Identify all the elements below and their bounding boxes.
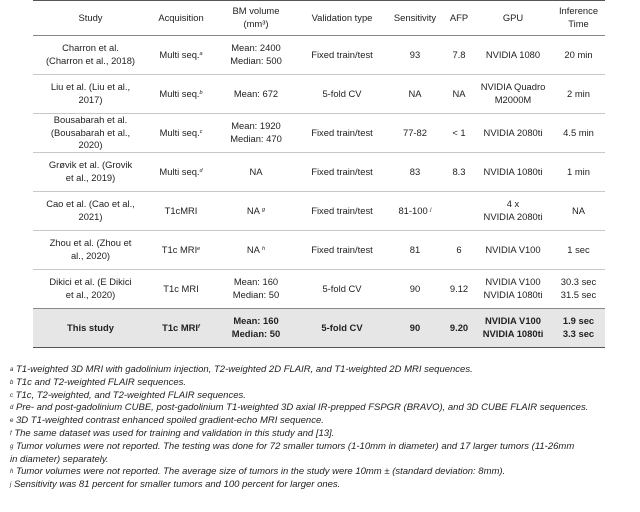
- acquisition-cell: [148, 270, 214, 309]
- study-text: (Charron et al., 2018): [45, 55, 136, 66]
- inference-time-cell: [552, 114, 605, 153]
- volume-text: NA: [246, 243, 260, 255]
- footnote-text: in diameter) separately.: [10, 453, 109, 465]
- gpu-cell: [474, 231, 552, 270]
- gpu-cell: [474, 114, 552, 153]
- inference-time-text: 20 min: [564, 48, 593, 60]
- gpu-text: NVIDIA V100: [485, 276, 541, 288]
- gpu-cell: [474, 36, 552, 75]
- acquisition-text: T1c MRI: [163, 282, 199, 294]
- volume-text: Median: 470: [230, 133, 282, 144]
- validation-cell: Fixed train/test: [311, 243, 373, 255]
- sensitivity-cell: [386, 75, 444, 114]
- footnote: [10, 402, 636, 415]
- validation-cell: 5-fold CV: [321, 321, 363, 333]
- study-text: Zhou et al. (Zhou et: [49, 237, 132, 249]
- acquisition-text: T1cMRI: [164, 204, 198, 216]
- study-text: 2017): [78, 94, 103, 105]
- sensitivity-cell: [386, 114, 444, 153]
- footnote: [10, 390, 636, 403]
- inference-time-cell: [552, 231, 605, 270]
- footnote-text: Tumor volumes were not reported. The average size of tumors in the study were 10mm ± (standard deviation: 8mm).: [15, 466, 506, 478]
- inference-time-text: 3.3 sec: [562, 328, 595, 339]
- volume-cell: [214, 75, 298, 114]
- gpu-cell: [474, 153, 552, 192]
- study-text: 2020): [78, 139, 103, 151]
- volume-text: Mean: 2400: [231, 42, 281, 54]
- study-cell: [33, 270, 148, 309]
- column-header: [33, 1, 148, 36]
- footnote-marker: a: [199, 50, 203, 57]
- footnote-marker: b: [199, 89, 203, 96]
- this-study-row: [33, 309, 605, 348]
- footnote-marker: d: [10, 405, 14, 412]
- volume-line: [216, 244, 296, 257]
- footnote: [10, 364, 636, 377]
- study-cell: [33, 153, 148, 192]
- footnote-marker: c: [10, 392, 13, 399]
- column-header: [148, 1, 214, 36]
- inference-time-cell: [552, 309, 605, 348]
- sensitivity-text: 81: [409, 243, 421, 255]
- footnote-text: T1c and T2-weighted FLAIR sequences.: [15, 376, 187, 388]
- volume-cell: [214, 114, 298, 153]
- footnote: [10, 466, 636, 479]
- validation-cell: Fixed train/test: [311, 204, 373, 216]
- study-cell: [33, 114, 148, 153]
- footnote-marker: f: [198, 323, 200, 330]
- study-text: al., 2020): [70, 250, 111, 261]
- footnote-marker: f: [10, 430, 12, 437]
- column-header-text: Inference: [558, 5, 599, 17]
- gpu-text: NVIDIA V100: [485, 243, 541, 255]
- footnote: [10, 479, 636, 492]
- inference-time-cell: [552, 36, 605, 75]
- column-header-text: Study: [78, 11, 103, 23]
- footnote-text: The same dataset was used for training and validation in this study and [13].: [14, 427, 335, 439]
- volume-text: Median: 500: [230, 55, 282, 66]
- table-row: [33, 231, 605, 270]
- study-text: Bousabarah et al.: [53, 114, 128, 126]
- acquisition-cell: [148, 153, 214, 192]
- sensitivity-text: 81-100: [398, 204, 428, 216]
- table-row: [33, 192, 605, 231]
- study-text: Liu et al. (Liu et al.,: [50, 81, 131, 93]
- volume-text: Mean: 160: [233, 276, 279, 288]
- footnote-marker: g: [10, 443, 14, 450]
- footnote-text: T1c, T2-weighted, and T2-weighted FLAIR sequences.: [15, 389, 246, 401]
- table-row: [33, 75, 605, 114]
- footnote: [10, 441, 636, 467]
- acquisition-cell: [148, 114, 214, 153]
- footnote-text: Pre- and post-gadolinium CUBE, post-gadolinium T1-weighted 3D axial IR-prepped FSPGR (BRAVO), and 3D CUBE FLAIR sequences.: [15, 402, 589, 414]
- footnote-marker: d: [199, 167, 203, 174]
- table-row: [33, 153, 605, 192]
- column-header-text: Acquisition: [158, 11, 204, 23]
- study-cell: [33, 192, 148, 231]
- acquisition-text: T1c MRI: [162, 321, 199, 333]
- inference-time-cell: [552, 75, 605, 114]
- sensitivity-text: 83: [409, 165, 421, 177]
- column-header-text: Time: [568, 18, 589, 29]
- sensitivity-cell: [386, 270, 444, 309]
- acquisition-text: Multi seq.: [159, 165, 200, 177]
- footnote-marker: j: [10, 482, 12, 489]
- acquisition-text: Multi seq.: [159, 87, 200, 99]
- sensitivity-text: 77-82: [403, 126, 427, 138]
- inference-time-text: NA: [571, 204, 586, 216]
- volume-cell: [214, 309, 298, 348]
- footnote-marker: h: [10, 469, 14, 476]
- volume-text: NA: [246, 204, 260, 216]
- sensitivity-cell: [386, 309, 444, 348]
- study-text: Grøvik et al. (Grovik: [48, 159, 133, 171]
- acquisition-cell: [148, 75, 214, 114]
- column-header: [214, 1, 298, 36]
- inference-time-text: 4.5 min: [563, 126, 594, 138]
- table-row: [33, 270, 605, 309]
- column-header: [298, 1, 386, 36]
- inference-time-text: 1.9 sec: [562, 315, 595, 327]
- comparison-table: [33, 0, 605, 348]
- validation-cell: Fixed train/test: [311, 126, 373, 138]
- volume-cell: [214, 36, 298, 75]
- volume-text: Median: 50: [232, 289, 280, 300]
- sensitivity-cell: [386, 36, 444, 75]
- volume-text: Mean: 1920: [231, 120, 281, 132]
- table-row: [33, 114, 605, 153]
- study-text: 2021): [78, 211, 103, 222]
- footnote: [10, 428, 636, 441]
- inference-time-text: 1 min: [567, 165, 590, 177]
- column-header-text: (mm³): [243, 18, 269, 29]
- sensitivity-cell: [386, 192, 444, 231]
- volume-cell: [214, 231, 298, 270]
- sensitivity-cell: [386, 231, 444, 270]
- gpu-text: NVIDIA 2080ti: [483, 211, 543, 222]
- study-text: et al., 2019): [65, 172, 116, 183]
- column-header: [386, 1, 444, 36]
- afp-cell: NA: [452, 87, 466, 99]
- gpu-cell: [474, 75, 552, 114]
- footnote-text: T1-weighted 3D MRI with gadolinium injection, T2-weighted 2D FLAIR, and T1-weighted 2D MRI sequences.: [15, 364, 473, 375]
- study-text: Cao et al. (Cao et al.,: [46, 198, 135, 210]
- afp-cell: 9.12: [449, 282, 469, 294]
- column-header-text: Validation type: [311, 11, 373, 23]
- inference-time-text: 31.5 sec: [560, 289, 597, 300]
- footnote-marker: j: [430, 206, 432, 213]
- inference-time-cell: [552, 270, 605, 309]
- afp-cell: < 1: [452, 126, 466, 138]
- volume-text: NA: [249, 165, 263, 177]
- inference-time-text: 2 min: [567, 87, 590, 99]
- volume-text: Mean: 672: [233, 87, 279, 99]
- gpu-text: NVIDIA V100: [485, 315, 541, 327]
- study-cell: [33, 231, 148, 270]
- acquisition-cell: [148, 309, 214, 348]
- afp-cell: [444, 192, 474, 231]
- study-cell: [33, 309, 148, 348]
- gpu-cell: [474, 270, 552, 309]
- footnote-marker: e: [197, 245, 201, 252]
- gpu-cell: [474, 192, 552, 231]
- validation-cell: 5-fold CV: [322, 282, 362, 294]
- footnote-text: Tumor volumes were not reported. The testing was done for 72 smaller tumors (1-10mm in diameter) and 17 larger tumors (11-26mm: [15, 440, 575, 452]
- footnote-marker: g: [262, 206, 266, 213]
- gpu-text: NVIDIA 1080ti: [483, 289, 543, 300]
- sensitivity-text: NA: [408, 87, 422, 99]
- volume-cell: [214, 153, 298, 192]
- validation-cell: Fixed train/test: [311, 48, 373, 60]
- gpu-text: NVIDIA 2080ti: [483, 126, 543, 138]
- column-header-text: AFP: [449, 11, 469, 23]
- sensitivity-text: 90: [409, 321, 421, 333]
- acquisition-text: T1c MRI: [161, 243, 198, 255]
- inference-time-cell: [552, 192, 605, 231]
- table-header-row: [33, 1, 605, 36]
- study-text: This study: [67, 321, 114, 333]
- validation-cell: 5-fold CV: [322, 87, 362, 99]
- volume-text: Median: 50: [231, 328, 281, 339]
- column-header-text: BM volume: [232, 5, 280, 17]
- footnote-marker: b: [10, 379, 14, 386]
- afp-cell: 8.3: [452, 165, 466, 177]
- gpu-text: NVIDIA 1080: [485, 48, 541, 60]
- footnote: [10, 415, 636, 428]
- afp-cell: 9.20: [449, 321, 469, 333]
- afp-cell: 7.8: [452, 48, 466, 60]
- study-text: Charron et al.: [62, 42, 119, 54]
- footnote-marker: a: [10, 367, 14, 373]
- acquisition-cell: [148, 36, 214, 75]
- gpu-text: NVIDIA 1080ti: [483, 165, 543, 177]
- inference-time-text: 1 sec: [567, 243, 590, 255]
- footnote-marker: h: [262, 245, 266, 252]
- study-cell: [33, 75, 148, 114]
- footnote-marker: e: [10, 418, 14, 425]
- column-header: [444, 1, 474, 36]
- afp-cell: 6: [456, 243, 462, 255]
- footnote-text: 3D T1-weighted contrast enhanced spoiled gradient-echo MRI sequence.: [15, 415, 324, 427]
- gpu-text: NVIDIA 1080ti: [482, 328, 544, 339]
- column-header: [552, 1, 605, 36]
- volume-cell: [214, 192, 298, 231]
- column-header-text: Sensitivity: [393, 11, 437, 23]
- sensitivity-text: 90: [409, 282, 421, 294]
- study-text: Dikici et al. (E Dikici: [49, 276, 132, 288]
- volume-line: [216, 205, 296, 218]
- sensitivity-cell: [386, 153, 444, 192]
- footnote-text: Sensitivity was 81 percent for smaller tumors and 100 percent for larger ones.: [13, 479, 341, 491]
- footnotes: [10, 364, 636, 492]
- volume-cell: [214, 270, 298, 309]
- study-text: et al., 2020): [65, 289, 116, 300]
- column-header-text: GPU: [502, 11, 524, 23]
- comparison-table-container: [33, 0, 605, 348]
- acquisition-cell: [148, 192, 214, 231]
- inference-time-text: 30.3 sec: [560, 276, 597, 288]
- footnote-marker: c: [199, 128, 203, 135]
- gpu-text: M2000M: [494, 94, 532, 105]
- table-row: [33, 36, 605, 75]
- study-cell: [33, 36, 148, 75]
- footnote: [10, 377, 636, 390]
- gpu-text: NVIDIA Quadro: [480, 81, 546, 93]
- sensitivity-text: 93: [409, 48, 421, 60]
- gpu-cell: [474, 309, 552, 348]
- acquisition-cell: [148, 231, 214, 270]
- inference-time-cell: [552, 153, 605, 192]
- table-body: [33, 36, 605, 348]
- gpu-text: 4 x: [506, 198, 520, 210]
- column-header: [474, 1, 552, 36]
- validation-cell: Fixed train/test: [311, 165, 373, 177]
- study-text: (Bousabarah et al.,: [50, 126, 131, 138]
- acquisition-text: Multi seq.: [159, 126, 200, 138]
- acquisition-text: Multi seq.: [159, 48, 200, 60]
- volume-text: Mean: 160: [233, 315, 279, 327]
